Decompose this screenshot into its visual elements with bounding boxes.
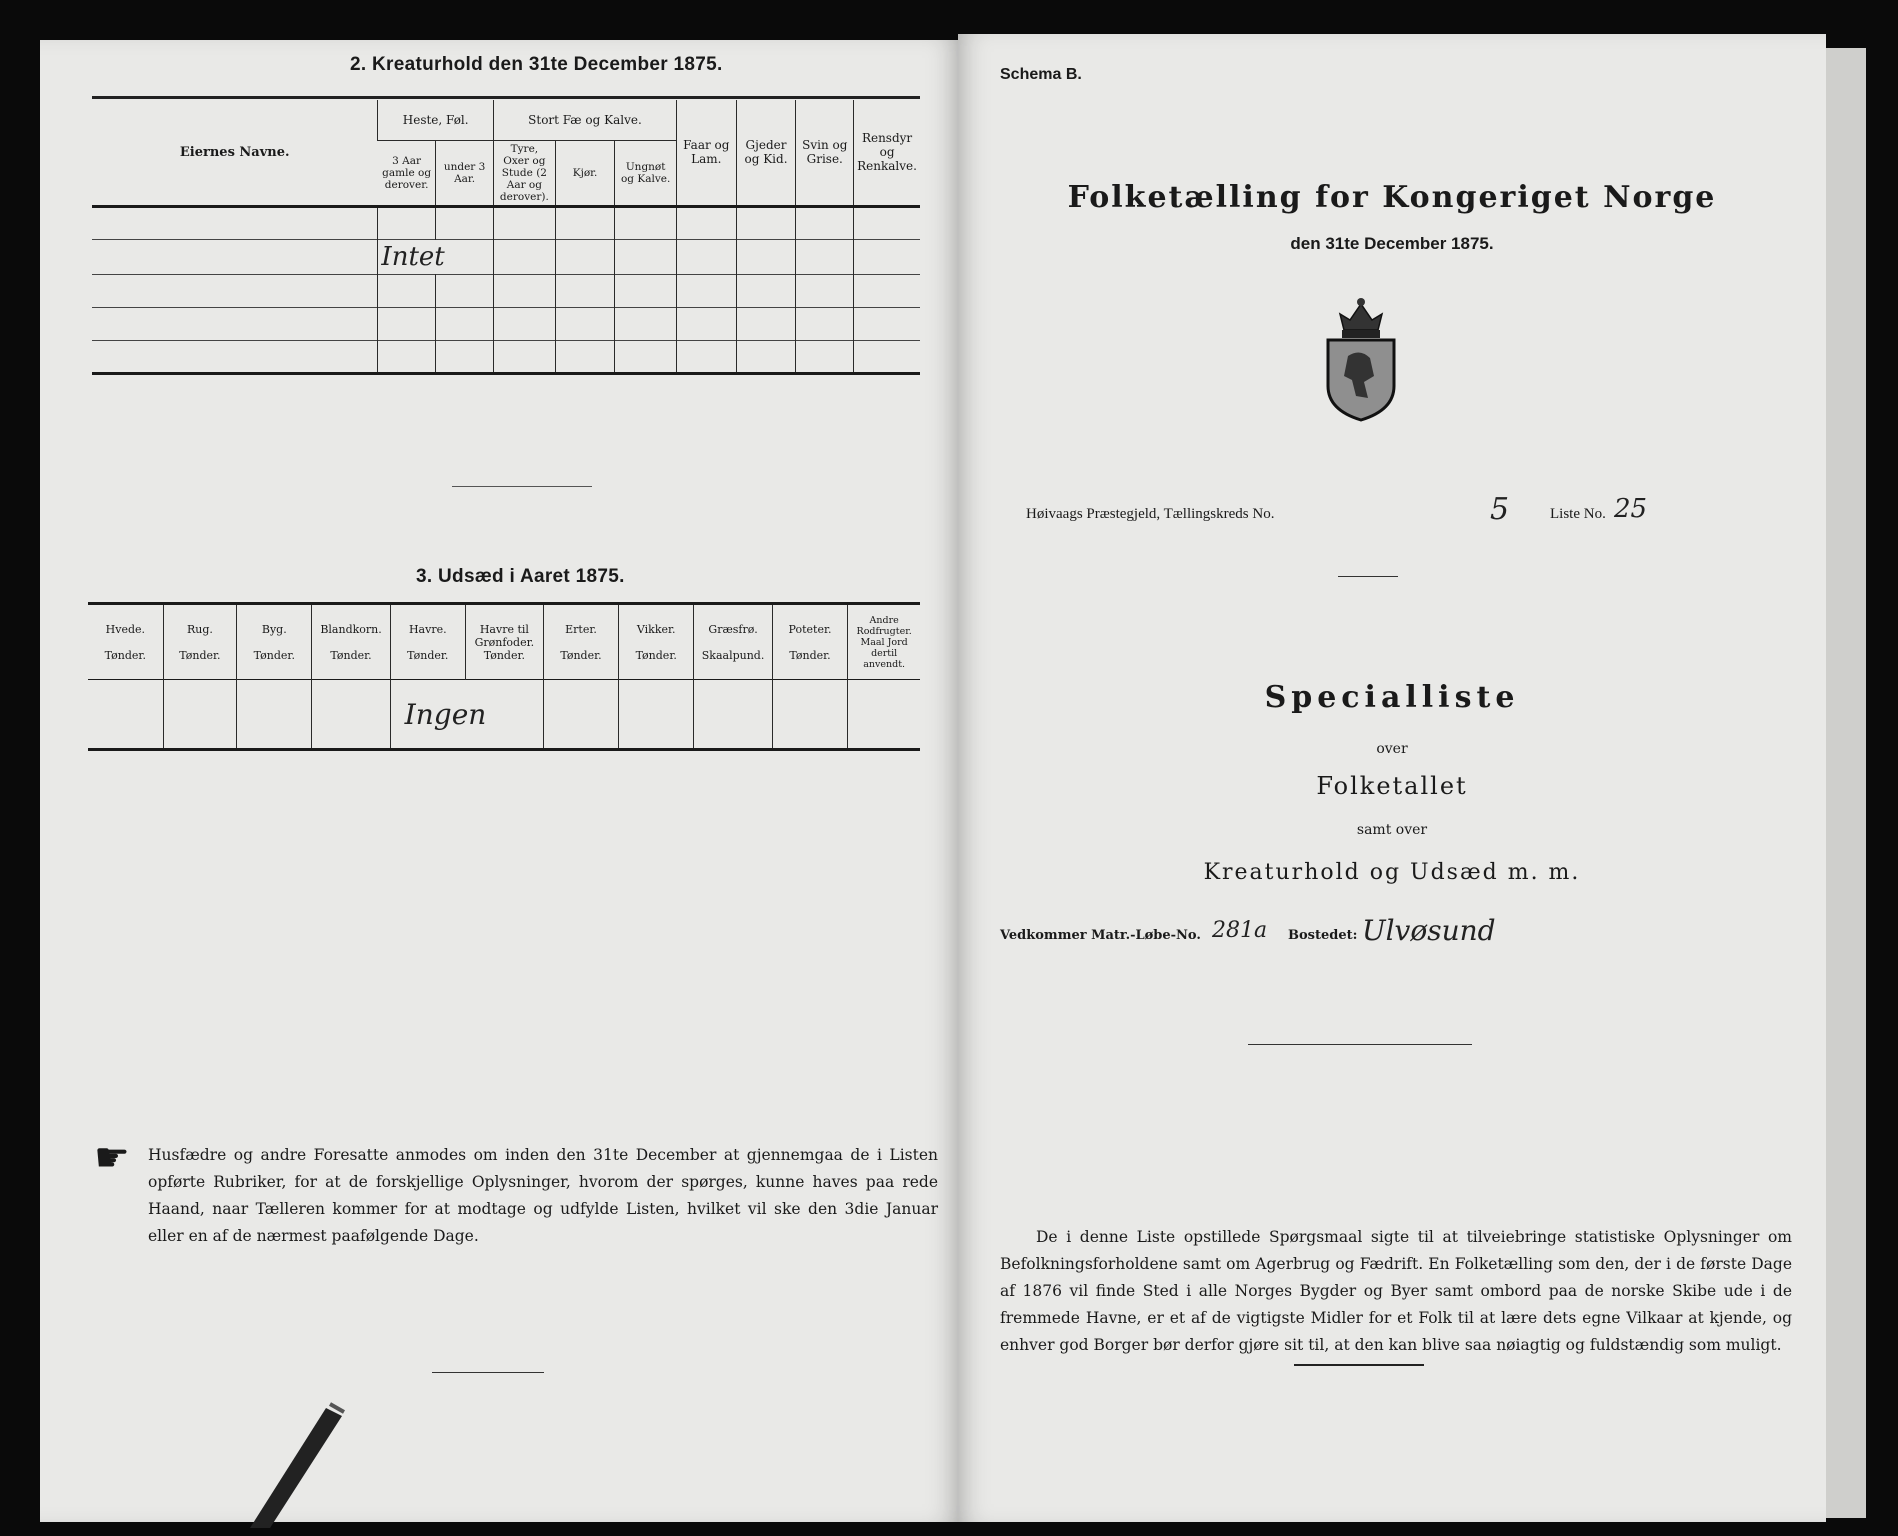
intro-text: De i denne Liste opstillede Spørgsmaal sigte til at tilveiebringe statistiske Oplysninger om Befolkningsforholdene samt om Agerbrug og Fædrift. En Folketælling som den, der i de første Dage af 1876 vil finde Sted i alle Norges Bygder og Byer samt ombord paa de norske Skibe ude i de fremmede Havne, er et af de vigtigste Midler for et Folk til at lære dets egne Vilkaar at kjende, og enhver god Borger bør derfor gjøre sit til, at den kan blive saa nøiagtig og fuldstændig som muligt. (1000, 1228, 1792, 1354)
seed-col-header: Hvede. Tønder. (104, 622, 146, 662)
pointing-hand-icon: ☛ (94, 1135, 130, 1181)
livestock-table (92, 100, 920, 375)
pen-icon (230, 1400, 370, 1530)
cattle-bulls-header: Tyre, Oxer og Stude (2 Aar og derover). (493, 140, 555, 206)
next-page-edge (1826, 48, 1866, 1518)
seed-table (88, 602, 920, 751)
specialliste-heading: Specialliste (1264, 680, 1520, 715)
seed-col-header: Byg. Tønder. (237, 604, 312, 680)
form-title: Folketælling for Kongeriget Norge (1067, 180, 1717, 215)
list-number: 25 (1614, 494, 1648, 524)
horses-old-header: 3 Aar gamle og derover. (382, 154, 432, 191)
matr-number: 281a (1212, 918, 1268, 943)
divider (1248, 1044, 1472, 1045)
seed-col-header: Blandkorn. Tønder. (312, 604, 390, 680)
seed-entry: Ingen (404, 697, 487, 731)
divider (432, 1372, 544, 1373)
livestock-entry: Intet (381, 241, 445, 272)
schema-label: Schema B. (1000, 66, 1082, 83)
section2-title: 2. Kreaturhold den 31te December 1875. (350, 54, 723, 75)
samt-over-text: samt over (1356, 822, 1428, 838)
form-subtitle: den 31te December 1875. (1290, 234, 1494, 253)
left-page (40, 40, 958, 1522)
seed-col-header: Græsfrø. Skaalpund. (694, 604, 772, 680)
owner-header: Eiernes Navne. (179, 144, 290, 160)
cattle-young-header: Ungnøt og Kalve. (615, 140, 677, 206)
top-rule (92, 96, 920, 99)
cattle-header: Stort Fæ og Kalve. (493, 100, 676, 140)
goats-header: Gjeder og Kid. (736, 100, 796, 206)
right-page (958, 34, 1826, 1522)
sheep-header: Faar og Lam. (677, 100, 737, 206)
pigs-header: Svin og Grise. (796, 100, 854, 206)
horses-header: Heste, Føl. (378, 100, 494, 140)
notice-text: Husfædre og andre Foresatte anmodes om inden den 31te December at gjennemgaa de i Listen opførte Rubriker, for at de forskjellige Oplysninger, hvorom der spørges, kunne haves paa rede Haand, naar Tælleren kommer for at modtage og udfylde Listen, hvilket vil ske den 3die Januar eller en af de nærmest paafølgende Dage. (148, 1146, 938, 1245)
reindeer-header: Rensdyr og Renkalve. (854, 100, 920, 206)
over-text: over (1376, 741, 1408, 757)
divider (452, 486, 592, 487)
seed-col-header: Havre til Grønfoder. Tønder. (465, 604, 543, 680)
district-number: 5 (1490, 492, 1510, 527)
list-label: Liste No. (1550, 506, 1606, 522)
horses-young-header: under 3 Aar. (436, 140, 494, 206)
kreaturhold-heading: Kreaturhold og Udsæd m. m. (1203, 860, 1581, 885)
seed-col-header: Vikker. Tønder. (619, 604, 694, 680)
seed-col-header: Rug. Tønder. (163, 604, 237, 680)
seed-col-header: Andre Rodfrugter. Maal Jord dertil anvendt. (848, 604, 920, 680)
seed-col-header: Poteter. Tønder. (772, 604, 847, 680)
divider (1338, 576, 1398, 577)
folketallet-heading: Folketallet (1316, 772, 1468, 800)
cattle-cows-header: Kjør. (555, 140, 614, 206)
table-row (92, 206, 378, 239)
seed-col-header: Erter. Tønder. (543, 604, 618, 680)
section3-title: 3. Udsæd i Aaret 1875. (416, 566, 625, 587)
coat-of-arms-icon (1320, 296, 1402, 422)
bostedet-label: Bostedet: (1288, 928, 1358, 943)
divider (1294, 1364, 1424, 1366)
seed-col-header: Havre. Tønder. (390, 604, 465, 680)
matr-label: Vedkommer Matr.-Løbe-No. (1000, 928, 1201, 943)
parish-label: Høivaags Præstegjeld, Tællingskreds No. (1026, 506, 1275, 522)
bostedet-value: Ulvøsund (1362, 914, 1496, 947)
